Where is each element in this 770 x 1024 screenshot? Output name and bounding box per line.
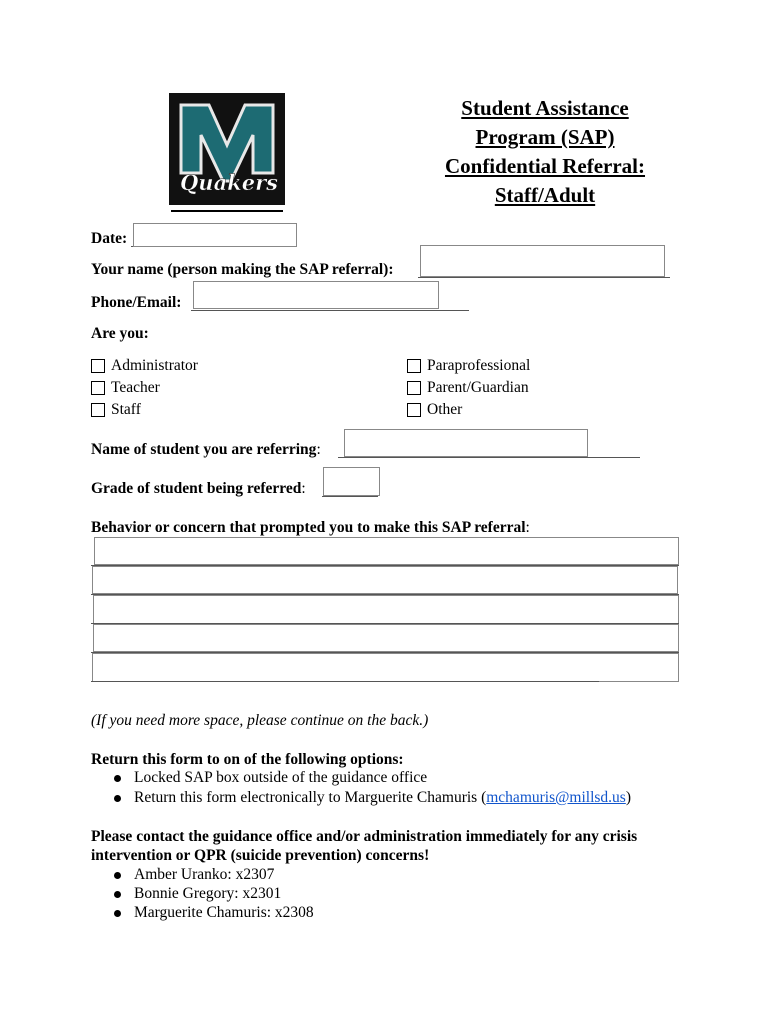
grade-input[interactable] bbox=[323, 467, 380, 496]
return-option-2 bbox=[114, 789, 631, 807]
behavior-input-line-1[interactable] bbox=[94, 537, 679, 565]
student-name-underline bbox=[338, 457, 640, 458]
bullet-icon bbox=[114, 910, 121, 917]
behavior-input-line-5[interactable] bbox=[92, 653, 679, 682]
checkbox-label: Teacher bbox=[111, 379, 160, 396]
referrer-name-input[interactable] bbox=[420, 245, 665, 277]
return-heading: Return this form to on of the following options: bbox=[91, 751, 404, 768]
student-name-label-row bbox=[91, 441, 321, 459]
email-link[interactable]: mchamuris@millsd.us bbox=[486, 789, 626, 806]
phone-email-input[interactable] bbox=[193, 281, 439, 309]
checkbox-icon[interactable] bbox=[91, 381, 105, 395]
colon: : bbox=[301, 480, 306, 497]
logo-script-text: Quakers bbox=[180, 170, 278, 195]
checkbox-paraprofessional[interactable] bbox=[407, 357, 530, 375]
checkbox-icon[interactable] bbox=[407, 381, 421, 395]
are-you-label: Are you: bbox=[91, 325, 149, 342]
return-option-1-text: Locked SAP box outside of the guidance office bbox=[134, 769, 428, 786]
checkbox-label: Other bbox=[427, 401, 463, 418]
grade-label-row bbox=[91, 480, 306, 498]
contact-item bbox=[114, 866, 274, 884]
phone-email-label: Phone/Email: bbox=[91, 294, 182, 311]
checkbox-teacher[interactable] bbox=[91, 379, 160, 397]
quakers-logo bbox=[169, 93, 285, 213]
title-line-4: Staff/Adult bbox=[494, 183, 596, 207]
checkbox-icon[interactable] bbox=[91, 359, 105, 373]
title-line-1: Student Assistance bbox=[461, 96, 629, 120]
contact-text: Bonnie Gregory: x2301 bbox=[134, 885, 282, 902]
student-name-label: Name of student you are referring bbox=[91, 441, 317, 458]
behavior-input-line-3[interactable] bbox=[93, 595, 679, 624]
checkbox-parent-guardian[interactable] bbox=[407, 379, 529, 397]
date-input[interactable] bbox=[133, 223, 297, 247]
checkbox-label: Parent/Guardian bbox=[427, 379, 529, 396]
grade-underline bbox=[322, 496, 378, 497]
form-title bbox=[420, 94, 670, 210]
behavior-underline-5 bbox=[91, 681, 599, 682]
checkbox-label: Administrator bbox=[111, 357, 198, 374]
title-line-3: Confidential Referral: bbox=[444, 154, 646, 178]
checkbox-icon[interactable] bbox=[91, 403, 105, 417]
behavior-label: Behavior or concern that prompted you to make this SAP referral bbox=[91, 519, 526, 536]
colon: : bbox=[316, 441, 321, 458]
more-space-note: (If you need more space, please continue on the back.) bbox=[91, 712, 429, 729]
bullet-icon bbox=[114, 872, 121, 879]
bullet-icon bbox=[114, 891, 121, 898]
colon: : bbox=[525, 519, 530, 536]
behavior-input-line-2[interactable] bbox=[92, 566, 678, 594]
contact-item bbox=[114, 885, 281, 903]
checkbox-staff[interactable] bbox=[91, 401, 141, 419]
return-option-1 bbox=[114, 769, 427, 787]
grade-label: Grade of student being referred bbox=[91, 480, 302, 497]
bullet-icon bbox=[114, 795, 121, 802]
contact-text: Amber Uranko: x2307 bbox=[134, 866, 275, 883]
return-option-2-text: Return this form electronically to Marguerite Chamuris ( bbox=[134, 789, 487, 806]
behavior-label-row bbox=[91, 519, 530, 537]
referrer-name-label: Your name (person making the SAP referral): bbox=[91, 261, 394, 278]
contact-text: Marguerite Chamuris: x2308 bbox=[134, 904, 314, 921]
checkbox-label: Paraprofessional bbox=[427, 357, 531, 374]
return-option-2-suffix: ) bbox=[625, 789, 631, 806]
crisis-line-2: intervention or QPR (suicide prevention) concerns! bbox=[91, 847, 430, 864]
bullet-icon bbox=[114, 775, 121, 782]
phone-email-underline bbox=[191, 310, 469, 311]
checkbox-icon[interactable] bbox=[407, 359, 421, 373]
checkbox-administrator[interactable] bbox=[91, 357, 198, 375]
date-label: Date: bbox=[91, 230, 128, 247]
referrer-name-underline bbox=[418, 277, 670, 278]
contact-item bbox=[114, 904, 314, 922]
title-line-2: Program (SAP) bbox=[475, 125, 615, 149]
crisis-line-1: Please contact the guidance office and/or administration immediately for any crisis bbox=[91, 828, 638, 845]
checkbox-icon[interactable] bbox=[407, 403, 421, 417]
student-name-input[interactable] bbox=[344, 429, 588, 457]
behavior-input-line-4[interactable] bbox=[93, 624, 679, 652]
checkbox-other[interactable] bbox=[407, 401, 462, 419]
checkbox-label: Staff bbox=[111, 401, 141, 418]
